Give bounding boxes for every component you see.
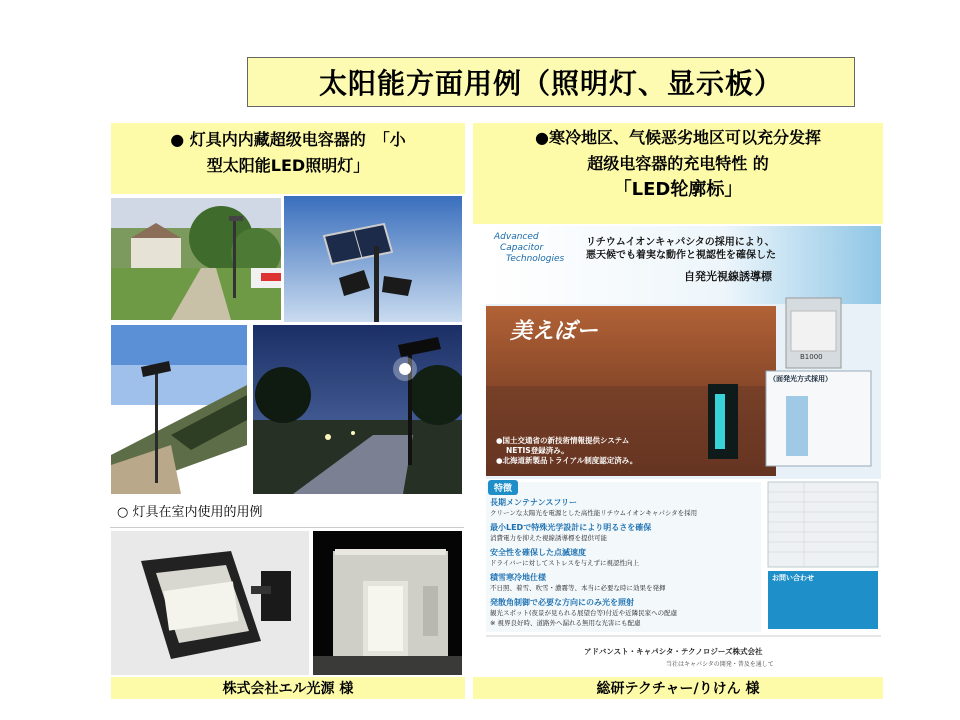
feature-4-title: 積雪寒冷地仕様: [490, 573, 546, 582]
contact-title: お問い合わせ: [772, 574, 814, 582]
logo-technologies: Technologies: [506, 254, 565, 264]
feature-4-desc: 不日照、着雪、吹雪・濃霧等、本当に必要な時に効果を発揮: [490, 584, 666, 592]
brochure-image: [486, 226, 881, 676]
logo-advanced: Advanced: [494, 232, 539, 242]
feature-1: [490, 498, 762, 518]
photo-park-path: [111, 198, 281, 320]
capacitor-label: B1000: [800, 353, 823, 361]
headline-line2: 悪天候でも着実な動作と視認性を確保した: [586, 250, 776, 261]
right-panel-footer: 総研テクチャー/りけん 様: [473, 677, 883, 699]
feature-3: [490, 548, 762, 568]
right-header-line3: 「LED轮廓标」: [613, 179, 743, 200]
feature-5-title: 発散角制御で必要な方向にのみ光を照射: [490, 598, 634, 607]
feature-3-desc: ドライバーに対してストレスを与えずに視認性向上: [490, 559, 639, 567]
photo-solar-lamp: [284, 196, 462, 322]
page-title: 太阳能方面用例（照明灯、显示板）: [247, 57, 855, 107]
photo-lamp-fixture: [111, 531, 309, 675]
feature-4: [490, 573, 762, 593]
brochure-headline: [586, 236, 776, 262]
photo-roadside-lamp: [111, 325, 247, 494]
right-panel-header: [473, 123, 883, 224]
company-sub: 当社はキャパシタの開発・普及を通して: [666, 661, 774, 668]
feature-2-title: 最小LEDで特殊光学設計により明るさを確保: [490, 523, 652, 532]
feature-note: ※ 視界良好時、道路外へ漏れる無用な光害にも配慮: [490, 619, 641, 627]
feature-2: [490, 523, 762, 543]
left-panel-header: [111, 123, 465, 194]
netis-info: [496, 436, 637, 466]
feature-2-desc: 消費電力を抑えた視線誘導標を提供可能: [490, 534, 607, 542]
method-title: （面発光方式採用）: [769, 375, 832, 383]
product-type: 自発光視線誘導標: [684, 270, 772, 283]
netis-line2: NETIS登録済み。: [506, 446, 569, 455]
feature-1-desc: クリーンな太陽光を電源とした高性能リチウムイオンキャパシタを採用: [490, 509, 698, 517]
headline-line1: リチウムイオンキャパシタの採用により、: [586, 237, 775, 248]
feature-5: [490, 598, 762, 628]
brochure-logo: [494, 232, 564, 265]
left-header-line1: ● 灯具内内藏超级电容器的 「小: [170, 130, 406, 149]
netis-line3: ●北海道新製品トライアル制度認定済み。: [496, 456, 638, 465]
features-label: 特徴: [488, 480, 518, 495]
divider: [110, 527, 464, 528]
feature-5-desc: 観光スポット(夜景が見られる展望台等)付近や近隣民家への配慮: [490, 609, 678, 617]
feature-1-title: 長期メンテナンスフリー: [490, 498, 578, 507]
product-name: 美えぼー: [510, 319, 599, 344]
logo-capacitor: Capacitor: [500, 243, 544, 253]
company-name: アドバンスト・キャパシタ・テクノロジーズ株式会社: [584, 647, 763, 656]
left-header-line2: 型太阳能LED照明灯」: [206, 156, 370, 175]
photo-night-lamp: [253, 325, 462, 494]
feature-3-title: 安全性を確保した点滅速度: [490, 548, 586, 557]
photo-night-building: [313, 531, 462, 675]
right-header-line2: 超级电容器的充电特性 的: [587, 154, 769, 173]
netis-line1: ●国土交通省の新技術情報提供システム: [496, 436, 630, 445]
indoor-use-caption: ○ 灯具在室内使用的用例: [117, 505, 263, 520]
right-header-line1: ●寒冷地区、气候恶劣地区可以充分发挥: [535, 128, 821, 147]
left-panel-footer: 株式会社エル光源 様: [111, 677, 465, 699]
